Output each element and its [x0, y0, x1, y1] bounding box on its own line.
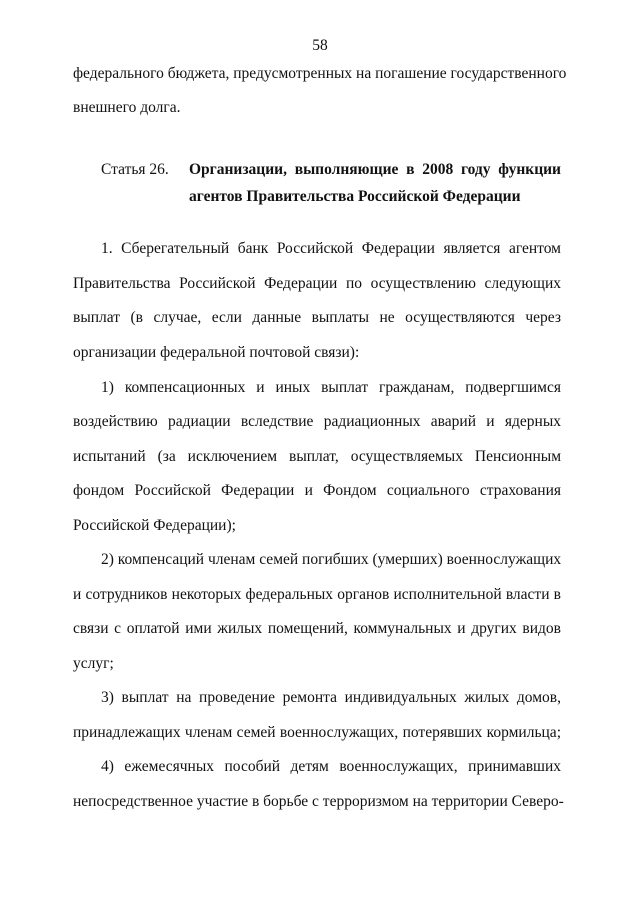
- paragraph-1-line-4: организации федеральной почтовой связи):: [73, 344, 360, 361]
- intro-line-1: федерального бюджета, предусмотренных на погашение государственного: [73, 65, 567, 82]
- paragraph-1-line-1: 1. Сберегательный банк Российской Федерации является агентом: [101, 240, 561, 257]
- paragraph-2-line-3: испытаний (за исключением выплат, осуществляемых Пенсионным: [73, 448, 561, 465]
- paragraph-3-line-2: и сотрудников некоторых федеральных органов исполнительной власти в: [73, 586, 561, 603]
- intro-line-2: внешнего долга.: [73, 99, 181, 116]
- paragraph-2-line-5: Российской Федерации);: [73, 517, 236, 534]
- paragraph-4-line-2: принадлежащих членам семей военнослужащих, потерявших кормильца;: [73, 724, 561, 741]
- paragraph-5-line-1: 4) ежемесячных пособий детям военнослужащих, принимавших: [101, 758, 561, 775]
- article-number: Статья 26.: [101, 161, 169, 178]
- paragraph-2-line-4: фондом Российской Федерации и Фондом социального страхования: [73, 482, 561, 499]
- paragraph-1-line-2: Правительства Российской Федерации по осуществлению следующих: [73, 275, 561, 292]
- paragraph-1-line-3: выплат (в случае, если данные выплаты не осуществляются через: [73, 309, 561, 326]
- paragraph-2-line-1: 1) компенсационных и иных выплат гражданам, подвергшимся: [101, 379, 561, 396]
- article-title-line-1: Организации, выполняющие в 2008 году функции: [189, 161, 561, 178]
- paragraph-5-line-2: непосредственное участие в борьбе с терроризмом на территории Северо-: [73, 793, 564, 810]
- page-number: 58: [312, 37, 328, 54]
- paragraph-2-line-2: воздействию радиации вследствие радиационных аварий и ядерных: [73, 413, 561, 430]
- paragraph-3-line-4: услуг;: [73, 655, 114, 672]
- paragraph-3-line-3: связи с оплатой ими жилых помещений, коммунальных и других видов: [73, 620, 561, 637]
- paragraph-4-line-1: 3) выплат на проведение ремонта индивидуальных жилых домов,: [101, 689, 561, 706]
- article-title-line-2: агентов Правительства Российской Федерации: [189, 188, 521, 205]
- paragraph-3-line-1: 2) компенсаций членам семей погибших (умерших) военнослужащих: [101, 551, 562, 568]
